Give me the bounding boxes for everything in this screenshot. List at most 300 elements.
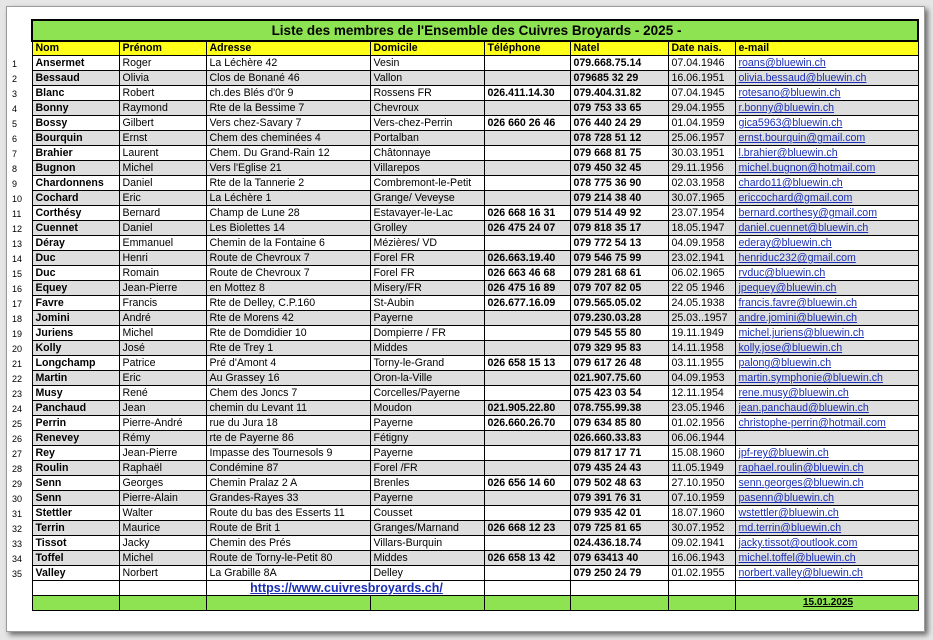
cell-domicile: Portalban	[370, 131, 484, 146]
cell-prenom: Maurice	[119, 521, 206, 536]
cell-nom: Bugnon	[32, 161, 119, 176]
cell-nom: Corthésy	[32, 206, 119, 221]
cell-telephone	[484, 566, 570, 581]
cell-prenom: Rémy	[119, 431, 206, 446]
cell-email[interactable]: jpequey@bluewin.ch	[735, 281, 918, 296]
cell-nom: Toffel	[32, 551, 119, 566]
cell-domicile: Forel FR	[370, 251, 484, 266]
header-domicile: Domicile	[370, 41, 484, 56]
cell-adresse: La Léchère 42	[206, 56, 370, 71]
cell-nom: Favre	[32, 296, 119, 311]
cell-telephone: 026 668 12 23	[484, 521, 570, 536]
cell-row-number: 2	[12, 73, 18, 84]
cell-prenom: Ernst	[119, 131, 206, 146]
cell-date-naissance: 11.05.1949	[668, 461, 735, 476]
cell-email[interactable]: rotesano@bluewin.ch	[735, 86, 918, 101]
cell-email[interactable]: olivia.bessaud@bluewin.ch	[735, 71, 918, 86]
cell-adresse: Rte de la Tannerie 2	[206, 176, 370, 191]
cell-domicile: Grange/ Veveyse	[370, 191, 484, 206]
cell-email[interactable]: palong@bluewin.ch	[735, 356, 918, 371]
cell-email[interactable]: ernst.bourquin@gmail.com	[735, 131, 918, 146]
cell-domicile: Payerne	[370, 491, 484, 506]
cell-adresse: Rte de Trey 1	[206, 341, 370, 356]
cell-telephone	[484, 176, 570, 191]
cell-nom: Jomini	[32, 311, 119, 326]
cell-natel: 079.668.75.14	[570, 56, 668, 71]
cell-natel: 079.565.05.02	[570, 296, 668, 311]
cell-date-naissance: 18.07.1960	[668, 506, 735, 521]
cell-row-number: 19	[12, 328, 23, 339]
cell-email	[735, 431, 918, 446]
cell-adresse: Chem. Du Grand-Rain 12	[206, 146, 370, 161]
header-email: e-mail	[735, 41, 918, 56]
cell-domicile: Villarepos	[370, 161, 484, 176]
table-row	[12, 356, 918, 371]
table-row	[12, 476, 918, 491]
cell-adresse: Rte de Morens 42	[206, 311, 370, 326]
cell-date-naissance: 16.06.1951	[668, 71, 735, 86]
website-link[interactable]: https://www.cuivresbroyards.ch/	[206, 581, 484, 596]
cell-nom: Valley	[32, 566, 119, 581]
cell-nom: Brahier	[32, 146, 119, 161]
cell-row-number: 21	[12, 358, 23, 369]
cell-nom: Rey	[32, 446, 119, 461]
cell-domicile: St-Aubin	[370, 296, 484, 311]
cell-nom: Senn	[32, 476, 119, 491]
cell-email[interactable]: christophe-perrin@hotmail.com	[735, 416, 918, 431]
cell-natel: 079 281 68 61	[570, 266, 668, 281]
cell-natel: 079 391 76 31	[570, 491, 668, 506]
cell-row-number: 11	[12, 208, 22, 219]
cell-domicile: Dompierre / FR	[370, 326, 484, 341]
cell-row-number: 7	[12, 148, 18, 159]
cell-prenom: Francis	[119, 296, 206, 311]
cell-prenom: André	[119, 311, 206, 326]
cell-domicile: Mézières/ VD	[370, 236, 484, 251]
cell-adresse: Grandes-Rayes 33	[206, 491, 370, 506]
table-row	[12, 56, 918, 71]
cell-nom: Bonny	[32, 101, 119, 116]
cell-row-number: 1	[12, 58, 18, 69]
cell-domicile: Villars-Burquin	[370, 536, 484, 551]
cell-prenom: Olivia	[119, 71, 206, 86]
cell-domicile: Estavayer-le-Lac	[370, 206, 484, 221]
cell-nom: Déray	[32, 236, 119, 251]
cell-prenom: Jacky	[119, 536, 206, 551]
cell-telephone: 026 475 16 89	[484, 281, 570, 296]
cell-row-number: 33	[12, 538, 23, 549]
cell-row-number: 28	[12, 463, 23, 474]
cell-date-naissance: 25.03..1957	[668, 311, 735, 326]
cell-row-number: 25	[12, 418, 23, 429]
cell-row-number: 31	[12, 508, 23, 519]
cell-date-naissance: 25.06.1957	[668, 131, 735, 146]
cell-email[interactable]: raphael.roulin@bluewin.ch	[735, 461, 918, 476]
header-adresse: Adresse	[206, 41, 370, 56]
cell-row-number: 34	[12, 553, 23, 564]
cell-adresse: Chemin des Prés	[206, 536, 370, 551]
cell-date-naissance: 04.09.1953	[668, 371, 735, 386]
cell-date-naissance: 04.09.1958	[668, 236, 735, 251]
cell-adresse: Impasse des Tournesols 9	[206, 446, 370, 461]
cell-natel: 079 63413 40	[570, 551, 668, 566]
table-row	[12, 566, 918, 581]
cell-telephone	[484, 131, 570, 146]
cell-email[interactable]: michel.toffel@bluewin.ch	[735, 551, 918, 566]
cell-natel: 079 935 42 01	[570, 506, 668, 521]
cell-email[interactable]: rene.musy@bluewin.ch	[735, 386, 918, 401]
cell-domicile: Vallon	[370, 71, 484, 86]
cell-natel: 079.230.03.28	[570, 311, 668, 326]
table-row	[12, 236, 918, 251]
cell-prenom: Michel	[119, 551, 206, 566]
cell-nom: Kolly	[32, 341, 119, 356]
table-row	[12, 266, 918, 281]
cell-telephone	[484, 431, 570, 446]
cell-row-number: 23	[12, 388, 23, 399]
cell-date-naissance: 30.03.1951	[668, 146, 735, 161]
cell-date-naissance: 07.10.1959	[668, 491, 735, 506]
cell-domicile: Brenles	[370, 476, 484, 491]
cell-prenom: Georges	[119, 476, 206, 491]
cell-prenom: Walter	[119, 506, 206, 521]
cell-telephone	[484, 236, 570, 251]
cell-telephone	[484, 461, 570, 476]
cell-email[interactable]: norbert.valley@bluewin.ch	[735, 566, 918, 581]
cell-email[interactable]: daniel.cuennet@bluewin.ch	[735, 221, 918, 236]
cell-natel: 079 214 38 40	[570, 191, 668, 206]
cell-row-number: 6	[12, 133, 18, 144]
cell-nom: Equey	[32, 281, 119, 296]
cell-natel: 076 440 24 29	[570, 116, 668, 131]
cell-date-naissance: 07.04.1945	[668, 86, 735, 101]
table-row	[12, 281, 918, 296]
member-list-sheet	[6, 6, 925, 632]
table-row	[12, 86, 918, 101]
cell-row-number: 35	[12, 568, 23, 579]
cell-nom: Blanc	[32, 86, 119, 101]
cell-row-number: 29	[12, 478, 23, 489]
cell-email[interactable]: michel.bugnon@hotmail.com	[735, 161, 918, 176]
members-table	[12, 19, 919, 611]
cell-row-number: 32	[12, 523, 23, 534]
cell-nom: Renevey	[32, 431, 119, 446]
cell-prenom: Norbert	[119, 566, 206, 581]
table-row	[12, 506, 918, 521]
table-row	[12, 551, 918, 566]
table-row	[12, 416, 918, 431]
cell-email[interactable]: jean.panchaud@bluewin.ch	[735, 401, 918, 416]
cell-domicile: Payerne	[370, 446, 484, 461]
footer-row	[12, 596, 918, 611]
cell-email[interactable]: r.bonny@bluewin.ch	[735, 101, 918, 116]
cell-telephone	[484, 56, 570, 71]
cell-prenom: Raymond	[119, 101, 206, 116]
cell-email[interactable]: rvduc@bluewin.ch	[735, 266, 918, 281]
cell-domicile: Corcelles/Payerne	[370, 386, 484, 401]
cell-prenom: Roger	[119, 56, 206, 71]
cell-telephone	[484, 341, 570, 356]
cell-natel: 079 772 54 13	[570, 236, 668, 251]
cell-telephone: 026 658 15 13	[484, 356, 570, 371]
cell-email[interactable]: henriduc232@gmail.com	[735, 251, 918, 266]
cell-prenom: Laurent	[119, 146, 206, 161]
cell-email[interactable]: ederay@bluewin.ch	[735, 236, 918, 251]
cell-natel: 078.755.99.38	[570, 401, 668, 416]
cell-prenom: Patrice	[119, 356, 206, 371]
cell-email[interactable]: wstettler@bluewin.ch	[735, 506, 918, 521]
table-row	[12, 251, 918, 266]
cell-nom: Tissot	[32, 536, 119, 551]
cell-prenom: José	[119, 341, 206, 356]
header-date-naissance: Date nais.	[668, 41, 735, 56]
cell-email[interactable]: andre.jomini@bluewin.ch	[735, 311, 918, 326]
cell-email[interactable]: michel.juriens@bluewin.ch	[735, 326, 918, 341]
cell-domicile: Misery/FR	[370, 281, 484, 296]
cell-domicile: Payerne	[370, 416, 484, 431]
cell-date-naissance: 06.06.1944	[668, 431, 735, 446]
cell-adresse: Au Grassey 16	[206, 371, 370, 386]
cell-prenom: Bernard	[119, 206, 206, 221]
cell-nom: Terrin	[32, 521, 119, 536]
cell-email[interactable]: pasenn@bluewin.ch	[735, 491, 918, 506]
cell-natel: 079 707 82 05	[570, 281, 668, 296]
cell-row-number: 22	[12, 373, 23, 384]
cell-domicile: Payerne	[370, 311, 484, 326]
cell-telephone: 026.660.26.70	[484, 416, 570, 431]
cell-adresse: Les Biolettes 14	[206, 221, 370, 236]
cell-telephone: 026 475 24 07	[484, 221, 570, 236]
cell-domicile: Moudon	[370, 401, 484, 416]
cell-date-naissance: 27.10.1950	[668, 476, 735, 491]
cell-row-number: 30	[12, 493, 23, 504]
cell-adresse: Rte de la Bessime 7	[206, 101, 370, 116]
cell-row-number: 17	[12, 298, 23, 309]
header-prenom: Prénom	[119, 41, 206, 56]
cell-adresse: La Léchère 1	[206, 191, 370, 206]
cell-row-number: 27	[12, 448, 23, 459]
cell-email[interactable]: martin.symphonie@bluewin.ch	[735, 371, 918, 386]
cell-domicile: Oron-la-Ville	[370, 371, 484, 386]
table-row	[12, 326, 918, 341]
cell-telephone: 026 668 16 31	[484, 206, 570, 221]
cell-natel: 079 250 24 79	[570, 566, 668, 581]
cell-adresse: Vers l'Eglise 21	[206, 161, 370, 176]
cell-telephone	[484, 371, 570, 386]
cell-adresse: en Mottez 8	[206, 281, 370, 296]
cell-adresse: Route de Brit 1	[206, 521, 370, 536]
cell-domicile: Vesin	[370, 56, 484, 71]
table-row	[12, 176, 918, 191]
cell-prenom: Eric	[119, 371, 206, 386]
cell-email[interactable]: md.terrin@bluewin.ch	[735, 521, 918, 536]
cell-natel: 079 725 81 65	[570, 521, 668, 536]
cell-telephone: 026 658 13 42	[484, 551, 570, 566]
cell-adresse: Route de Chevroux 7	[206, 251, 370, 266]
cell-prenom: Henri	[119, 251, 206, 266]
cell-nom: Senn	[32, 491, 119, 506]
table-row	[12, 401, 918, 416]
cell-natel: 079 668 81 75	[570, 146, 668, 161]
cell-prenom: Jean	[119, 401, 206, 416]
cell-telephone	[484, 311, 570, 326]
cell-prenom: Michel	[119, 326, 206, 341]
cell-row-number: 18	[12, 313, 23, 324]
cell-natel: 079 818 35 17	[570, 221, 668, 236]
cell-natel: 079 502 48 63	[570, 476, 668, 491]
cell-adresse: Route du bas des Esserts 11	[206, 506, 370, 521]
cell-email[interactable]: kolly.jose@bluewin.ch	[735, 341, 918, 356]
cell-domicile: Grolley	[370, 221, 484, 236]
cell-nom: Panchaud	[32, 401, 119, 416]
cell-email[interactable]: bernard.corthesy@gmail.com	[735, 206, 918, 221]
header-row	[12, 41, 918, 56]
cell-prenom: Jean-Pierre	[119, 446, 206, 461]
cell-nom: Juriens	[32, 326, 119, 341]
cell-date-naissance: 23.07.1954	[668, 206, 735, 221]
cell-date-naissance: 03.11.1955	[668, 356, 735, 371]
cell-domicile: Chevroux	[370, 101, 484, 116]
table-row	[12, 536, 918, 551]
cell-natel: 079.404.31.82	[570, 86, 668, 101]
cell-telephone	[484, 191, 570, 206]
cell-nom: Musy	[32, 386, 119, 401]
header-nom: Nom	[32, 41, 119, 56]
cell-adresse: Chem des Joncs 7	[206, 386, 370, 401]
cell-row-number: 26	[12, 433, 23, 444]
table-row	[12, 71, 918, 86]
cell-row-number: 24	[12, 403, 23, 414]
website-row	[12, 581, 918, 596]
cell-natel: 079685 32 29	[570, 71, 668, 86]
cell-natel: 078 728 51 12	[570, 131, 668, 146]
cell-telephone	[484, 386, 570, 401]
table-row	[12, 371, 918, 386]
cell-email[interactable]: jpf-rey@bluewin.ch	[735, 446, 918, 461]
cell-nom: Cochard	[32, 191, 119, 206]
cell-row-number: 13	[12, 238, 23, 249]
cell-email[interactable]: senn.georges@bluewin.ch	[735, 476, 918, 491]
cell-date-naissance: 12.11.1954	[668, 386, 735, 401]
cell-nom: Bossy	[32, 116, 119, 131]
cell-nom: Stettler	[32, 506, 119, 521]
cell-domicile: Delley	[370, 566, 484, 581]
table-row	[12, 221, 918, 236]
cell-natel: 079 617 26 48	[570, 356, 668, 371]
cell-telephone	[484, 161, 570, 176]
cell-telephone: 026.677.16.09	[484, 296, 570, 311]
cell-adresse: Chemin de la Fontaine 6	[206, 236, 370, 251]
cell-natel: 026.660.33.83	[570, 431, 668, 446]
cell-natel: 075 423 03 54	[570, 386, 668, 401]
cell-telephone	[484, 491, 570, 506]
cell-telephone	[484, 101, 570, 116]
cell-row-number: 14	[12, 253, 23, 264]
cell-email[interactable]: francis.favre@bluewin.ch	[735, 296, 918, 311]
cell-nom: Martin	[32, 371, 119, 386]
cell-telephone	[484, 536, 570, 551]
cell-telephone	[484, 506, 570, 521]
cell-prenom: Daniel	[119, 176, 206, 191]
cell-row-number: 9	[12, 178, 18, 189]
cell-telephone: 026.663.19.40	[484, 251, 570, 266]
cell-prenom: Emmanuel	[119, 236, 206, 251]
cell-domicile: Combremont-le-Petit	[370, 176, 484, 191]
cell-adresse: Chem des cheminées 4	[206, 131, 370, 146]
cell-adresse: rue du Jura 18	[206, 416, 370, 431]
table-row	[12, 101, 918, 116]
cell-natel: 079 514 49 92	[570, 206, 668, 221]
table-row	[12, 446, 918, 461]
table-row	[12, 161, 918, 176]
table-row	[12, 461, 918, 476]
cell-domicile: Torny-le-Grand	[370, 356, 484, 371]
cell-prenom: René	[119, 386, 206, 401]
cell-email[interactable]: roans@bluewin.ch	[735, 56, 918, 71]
cell-natel: 079 546 75 99	[570, 251, 668, 266]
header-natel: Natel	[570, 41, 668, 56]
cell-prenom: Pierre-André	[119, 416, 206, 431]
cell-adresse: Rte de Delley, C.P.160	[206, 296, 370, 311]
cell-prenom: Pierre-Alain	[119, 491, 206, 506]
cell-nom: Duc	[32, 251, 119, 266]
cell-date-naissance: 22 05 1946	[668, 281, 735, 296]
cell-prenom: Michel	[119, 161, 206, 176]
cell-date-naissance: 07.04.1946	[668, 56, 735, 71]
cell-nom: Bourquin	[32, 131, 119, 146]
cell-adresse: Route de Chevroux 7	[206, 266, 370, 281]
table-row	[12, 131, 918, 146]
cell-email[interactable]: l.brahier@bluewin.ch	[735, 146, 918, 161]
cell-date-naissance: 01.02.1955	[668, 566, 735, 581]
cell-row-number: 20	[12, 343, 23, 354]
cell-natel: 079 329 95 83	[570, 341, 668, 356]
cell-date-naissance: 23.02.1941	[668, 251, 735, 266]
cell-telephone: 026 663 46 68	[484, 266, 570, 281]
cell-date-naissance: 29.04.1955	[668, 101, 735, 116]
cell-email[interactable]: gica5963@bluewin.ch	[735, 116, 918, 131]
cell-date-naissance: 15.08.1960	[668, 446, 735, 461]
cell-telephone	[484, 446, 570, 461]
table-row	[12, 191, 918, 206]
cell-date-naissance: 16.06.1943	[668, 551, 735, 566]
cell-prenom: Robert	[119, 86, 206, 101]
cell-row-number: 3	[12, 88, 18, 99]
cell-adresse: Rte de Domdidier 10	[206, 326, 370, 341]
cell-domicile: Châtonnaye	[370, 146, 484, 161]
cell-adresse: Chemin Pralaz 2 A	[206, 476, 370, 491]
cell-adresse: ch.des Blés d'0r 9	[206, 86, 370, 101]
cell-natel: 079 634 85 80	[570, 416, 668, 431]
cell-date-naissance: 06.02.1965	[668, 266, 735, 281]
cell-domicile: Fétigny	[370, 431, 484, 446]
table-row	[12, 311, 918, 326]
table-row	[12, 296, 918, 311]
cell-email[interactable]: ericcochard@gmail.com	[735, 191, 918, 206]
header-telephone: Téléphone	[484, 41, 570, 56]
table-row	[12, 491, 918, 506]
cell-prenom: Jean-Pierre	[119, 281, 206, 296]
cell-natel: 079 753 33 65	[570, 101, 668, 116]
cell-email[interactable]: jacky.tissot@outlook.com	[735, 536, 918, 551]
cell-adresse: Condémine 87	[206, 461, 370, 476]
cell-natel: 079 545 55 80	[570, 326, 668, 341]
cell-date-naissance: 01.04.1959	[668, 116, 735, 131]
cell-nom: Duc	[32, 266, 119, 281]
cell-email[interactable]: chardo11@bluewin.ch	[735, 176, 918, 191]
cell-nom: Perrin	[32, 416, 119, 431]
cell-natel: 079 435 24 43	[570, 461, 668, 476]
